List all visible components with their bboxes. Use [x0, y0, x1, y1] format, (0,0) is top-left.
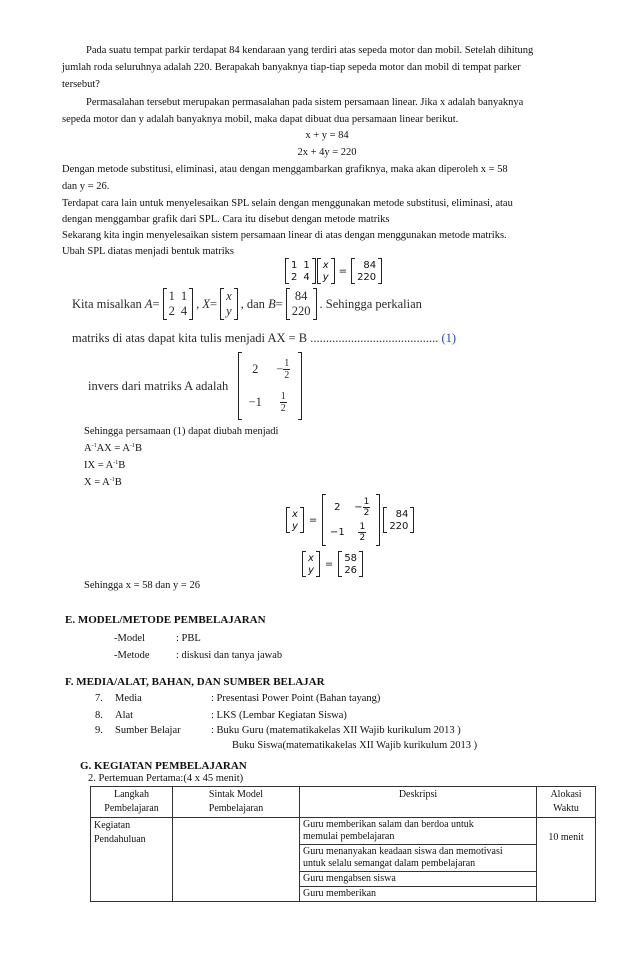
section-f-title: F. MEDIA/ALAT, BAHAN, DAN SUMBER BELAJAR: [65, 676, 325, 688]
deskripsi-item: Guru memberikan salam dan berdoa untuk memulai pembelajaran: [300, 818, 536, 845]
deskripsi-item: Guru memberikan: [303, 888, 377, 899]
image-text-invers: invers dari matriks A adalah 2 − $\frac{1}{2}$ −1 $\frac{1}{2}$: [88, 352, 302, 420]
paragraph-line: Terdapat cara lain untuk menyelesaikan SPL selain dengan menggunakan metode substitusi, eliminasi, atau: [62, 198, 513, 209]
step-line: $A^{-1}AX = A^{-1}B$: [84, 443, 142, 454]
image-text-ax-b: matriks di atas dapat kita tulis menjadi AX = B ......................................... (1): [72, 331, 457, 345]
image-text-kita-misalkan: Kita misalkan A = 1 2 1 4 , X = x y , dan B = 84 220 . Sehingga perkalian: [72, 289, 422, 318]
paragraph-line: Permasalahan tersebut merupakan permasalahan pada sistem persamaan linear. Jika x adalah banyaknya: [86, 97, 524, 108]
alat-label: Alat: [115, 710, 134, 721]
sumber-value: : Buku Guru (matematikakelas XII Wajib kurikulum 2013 ): [211, 725, 461, 736]
paragraph-line: jumlah roda seluruhnya adalah 220. Berapakah banyaknya tiap-tiap sepeda motor dan mobil di tempat parker: [62, 62, 521, 73]
cell-waktu: 10 menit: [537, 818, 596, 902]
paragraph-line: Dengan metode substitusi, eliminasi, atau dengan menggambarkan grafiknya, maka akan diperoleh x = 58: [62, 164, 508, 175]
header-sintak: Sintak Model Pembelajaran: [173, 787, 300, 818]
sumber-label: Sumber Belajar: [115, 725, 181, 736]
alat-num: 8.: [95, 710, 103, 721]
equation-2: 2x + 4y = 220: [297, 147, 357, 158]
cell-sintak: [173, 818, 300, 902]
alat-value: : LKS (Lembar Kegiatan Siswa): [211, 710, 347, 721]
conclusion: Sehingga x = 58 dan y = 26: [84, 580, 200, 591]
paragraph-line: Pada suatu tempat parkir terdapat 84 kendaraan yang terdiri atas sepeda motor dan mobil. Setelah dihitung: [86, 45, 534, 56]
model-label: -Model: [114, 633, 145, 644]
equation-1: x + y = 84: [305, 130, 349, 141]
inverse-solution: x y = 2 − $\frac{1}{2}$ −1 $\frac{1}{2}$ 84 220: [286, 494, 414, 546]
header-langkah: Langkah Pembelajaran: [91, 787, 173, 818]
step-line: $X = A^{-1}B$: [84, 477, 122, 488]
sumber-extra: Buku Siswa(matematikakelas XII Wajib kurikulum 2013 ): [232, 740, 478, 751]
metode-label: -Metode: [114, 650, 150, 661]
table-header-row: [91, 787, 596, 818]
model-value: : PBL: [176, 633, 201, 644]
cell-deskripsi: [300, 818, 537, 902]
paragraph-line: tersebut?: [62, 79, 100, 90]
paragraph-line: Ubah SPL diatas menjadi bentuk matriks: [62, 246, 234, 257]
sumber-num: 9.: [95, 725, 103, 736]
section-e-title: E. MODEL/METODE PEMBELAJARAN: [65, 614, 266, 626]
media-label: Media: [115, 693, 142, 704]
deskripsi-item: Guru menanyakan keadaan siswa dan memotivasi untuk selalu semangat dalam pembelajaran: [300, 845, 536, 872]
media-value: : Presentasi Power Point (Bahan tayang): [211, 693, 381, 704]
matrix-equation: 1 2 1 4 x y = 84 220: [285, 258, 382, 287]
metode-value: : diskusi dan tanya jawab: [176, 650, 283, 661]
deskripsi-item: Guru mengabsen siswa: [300, 872, 536, 887]
table-row: [91, 818, 596, 902]
result-vector: x y = 58 26: [302, 551, 363, 577]
cell-langkah: Kegiatan Pendahuluan: [91, 818, 173, 902]
meeting-line: 2. Pertemuan Pertama:(4 x 45 menit): [88, 773, 244, 784]
activity-table: [90, 786, 596, 902]
header-alokasi: Alokasi Waktu: [537, 787, 596, 818]
section-g-title: G. KEGIATAN PEMBELAJARAN: [80, 760, 247, 772]
header-deskripsi: Deskripsi: [300, 787, 537, 818]
media-num: 7.: [95, 693, 103, 704]
paragraph-line: sepeda motor dan y adalah banyaknya mobil, maka dapat dibuat dua persamaan linear berikut.: [62, 114, 459, 125]
step-line: Sehingga persamaan (1) dapat diubah menjadi: [84, 426, 279, 437]
paragraph-line: Sekarang kita ingin menyelesaikan sistem persamaan linear di atas dengan menggunakan metode matriks.: [62, 230, 507, 241]
paragraph-line: dengan menggambar grafik dari SPL. Cara itu disebut dengan metode matriks: [62, 214, 390, 225]
step-line: IX = $A^{-1}B$: [84, 460, 126, 471]
paragraph-line: dan y = 26.: [62, 181, 110, 192]
